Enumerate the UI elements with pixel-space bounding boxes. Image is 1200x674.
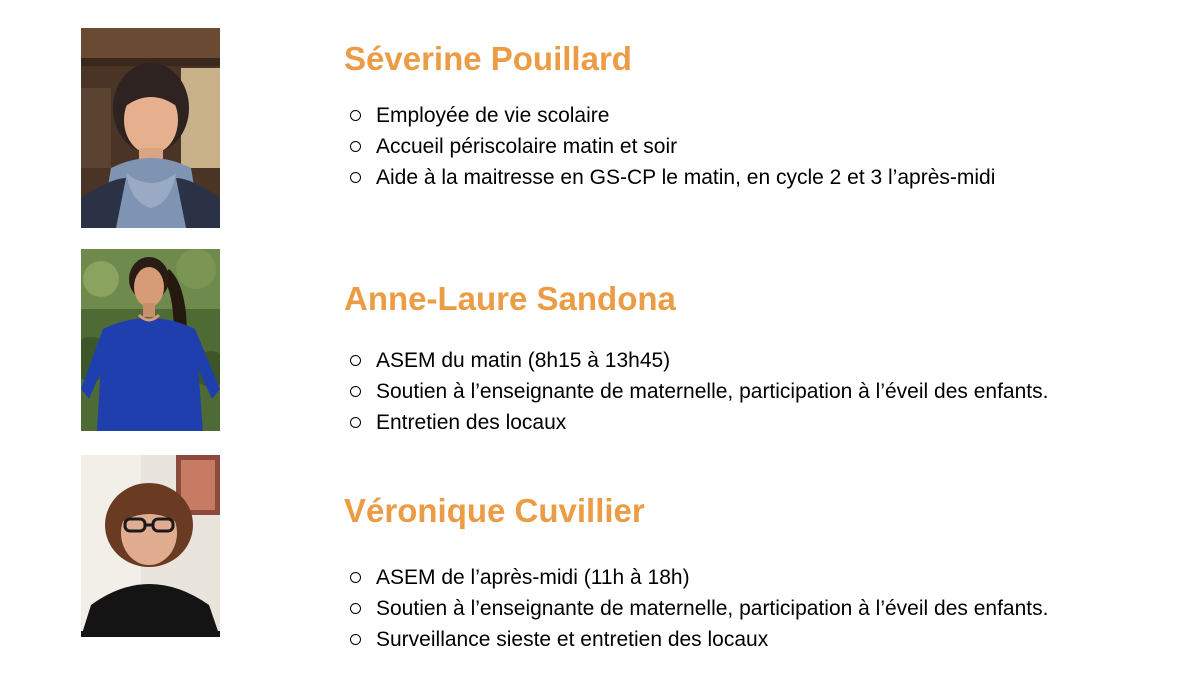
hollow-circle-bullet-icon — [350, 634, 361, 645]
list-item — [350, 345, 1048, 376]
duty-text: ASEM de l’après-midi (11h à 18h) — [376, 566, 690, 589]
photo-veronique-cuvillier — [81, 455, 220, 637]
person-name: Véronique Cuvillier — [344, 492, 645, 529]
list-item — [350, 100, 995, 131]
hollow-circle-bullet-icon — [350, 141, 361, 152]
person-name: Anne-Laure Sandona — [344, 280, 676, 317]
duty-text: Entretien des locaux — [376, 411, 567, 434]
duties-list — [350, 100, 995, 193]
person-name: Séverine Pouillard — [344, 40, 632, 77]
duty-text: ASEM du matin (8h15 à 13h45) — [376, 349, 671, 372]
duties-list — [350, 345, 1048, 438]
list-item — [350, 162, 995, 193]
duty-text: Surveillance sieste et entretien des locaux — [376, 628, 769, 651]
list-item — [350, 562, 1048, 593]
hollow-circle-bullet-icon — [350, 110, 361, 121]
duty-text: Accueil périscolaire matin et soir — [376, 135, 678, 158]
list-item — [350, 407, 1048, 438]
list-item — [350, 593, 1048, 624]
duty-text: Aide à la maitresse en GS-CP le matin, en cycle 2 et 3 l’après-midi — [376, 166, 996, 189]
photo-anne-laure-sandona — [81, 249, 220, 431]
duty-text: Employée de vie scolaire — [376, 104, 610, 127]
portrait-image — [81, 28, 220, 228]
list-item — [350, 376, 1048, 407]
portrait-image — [81, 455, 220, 637]
hollow-circle-bullet-icon — [350, 386, 361, 397]
hollow-circle-bullet-icon — [350, 603, 361, 614]
duty-text: Soutien à l’enseignante de maternelle, participation à l’éveil des enfants. — [376, 380, 1049, 403]
list-item — [350, 131, 995, 162]
hollow-circle-bullet-icon — [350, 172, 361, 183]
hollow-circle-bullet-icon — [350, 417, 361, 428]
hollow-circle-bullet-icon — [350, 355, 361, 366]
duty-text: Soutien à l’enseignante de maternelle, participation à l’éveil des enfants. — [376, 597, 1049, 620]
hollow-circle-bullet-icon — [350, 572, 361, 583]
photo-severine-pouillard — [81, 28, 220, 228]
portrait-image — [81, 249, 220, 431]
list-item — [350, 624, 1048, 655]
duties-list — [350, 562, 1048, 655]
